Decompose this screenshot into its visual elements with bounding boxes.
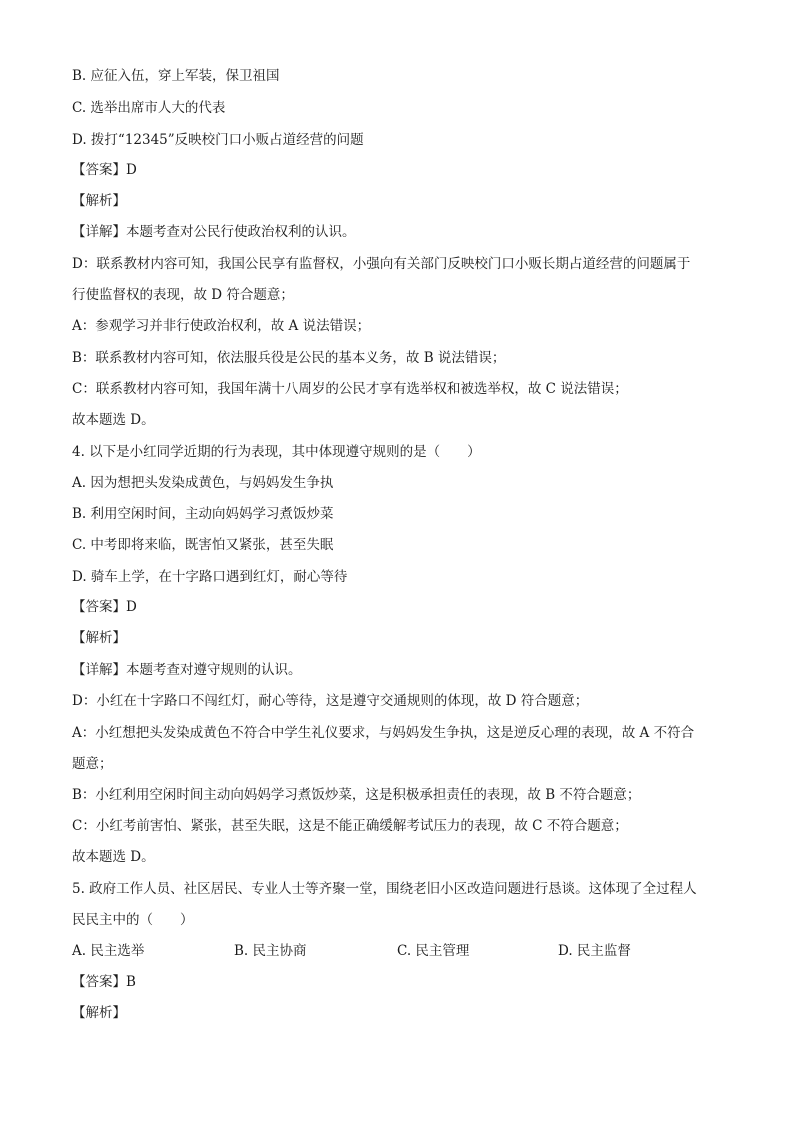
- q5-stem-line1: 5. 政府工作人员、社区居民、专业人士等齐聚一堂，围绕老旧小区改造问题进行恳谈。这体现了全过程人: [72, 881, 697, 897]
- q5-analysis-label: 【解析】: [72, 1005, 126, 1021]
- q3-d-explain-line1: D：联系教材内容可知，我国公民享有监督权，小强向有关部门反映校门口小贩长期占道经营的问题属于: [72, 256, 691, 272]
- q4-c-explain: C：小红考前害怕、紧张，甚至失眠，这是不能正确缓解考试压力的表现，故 C 不符合题意；: [72, 818, 628, 834]
- q5-option-b: B. 民主协商: [234, 943, 307, 959]
- q4-conclusion: 故本题选 D。: [72, 849, 155, 865]
- q4-a-explain-line2: 题意；: [72, 756, 113, 772]
- q4-option-b: B. 利用空闲时间，主动向妈妈学习煮饭炒菜: [72, 506, 334, 522]
- q4-answer: 【答案】D: [72, 599, 137, 615]
- q4-option-d: D. 骑车上学，在十字路口遇到红灯，耐心等待: [72, 569, 348, 585]
- q3-detail: 【详解】本题考查对公民行使政治权利的认识。: [72, 224, 356, 240]
- q4-stem: 4. 以下是小红同学近期的行为表现，其中体现遵守规则的是（ ）: [72, 444, 481, 460]
- q3-b-explain: B：联系教材内容可知，依法服兵役是公民的基本义务，故 B 说法错误；: [72, 350, 506, 366]
- q5-option-a: A. 民主选举: [72, 943, 145, 959]
- q5-option-c: C. 民主管理: [397, 943, 470, 959]
- q5-answer: 【答案】B: [72, 974, 136, 990]
- q3-conclusion: 故本题选 D。: [72, 412, 155, 428]
- q5-option-d: D. 民主监督: [558, 943, 631, 959]
- q3-answer: 【答案】D: [72, 162, 137, 178]
- q4-detail: 【详解】本题考查对遵守规则的认识。: [72, 662, 302, 678]
- q3-c-explain: C：联系教材内容可知，我国年满十八周岁的公民才享有选举权和被选举权，故 C 说法错误；: [72, 381, 628, 397]
- q4-analysis-label: 【解析】: [72, 630, 126, 646]
- q5-stem-line2: 民民主中的（ ）: [72, 912, 194, 928]
- q4-a-explain-line1: A：小红想把头发染成黄色不符合中学生礼仪要求，与妈妈发生争执，这是逆反心理的表现，故 A 不符合: [72, 725, 695, 741]
- q3-option-b: B. 应征入伍，穿上军装，保卫祖国: [72, 68, 280, 84]
- q3-a-explain: A：参观学习并非行使政治权利，故 A 说法错误；: [72, 318, 371, 334]
- q3-option-c: C. 选举出席市人大的代表: [72, 100, 226, 116]
- q4-d-explain: D：小红在十字路口不闯红灯，耐心等待，这是遵守交通规则的体现，故 D 符合题意；: [72, 693, 589, 709]
- q4-b-explain: B：小红利用空闲时间主动向妈妈学习煮饭炒菜，这是积极承担责任的表现，故 B 不符合题意；: [72, 787, 641, 803]
- q3-analysis-label: 【解析】: [72, 193, 126, 209]
- q3-d-explain-line2: 行使监督权的表现，故 D 符合题意；: [72, 287, 294, 303]
- q3-option-d: D. 拨打“12345”反映校门口小贩占道经营的问题: [72, 132, 364, 148]
- q4-option-c: C. 中考即将来临，既害怕又紧张，甚至失眠: [72, 537, 334, 553]
- q4-option-a: A. 因为想把头发染成黄色，与妈妈发生争执: [72, 475, 334, 491]
